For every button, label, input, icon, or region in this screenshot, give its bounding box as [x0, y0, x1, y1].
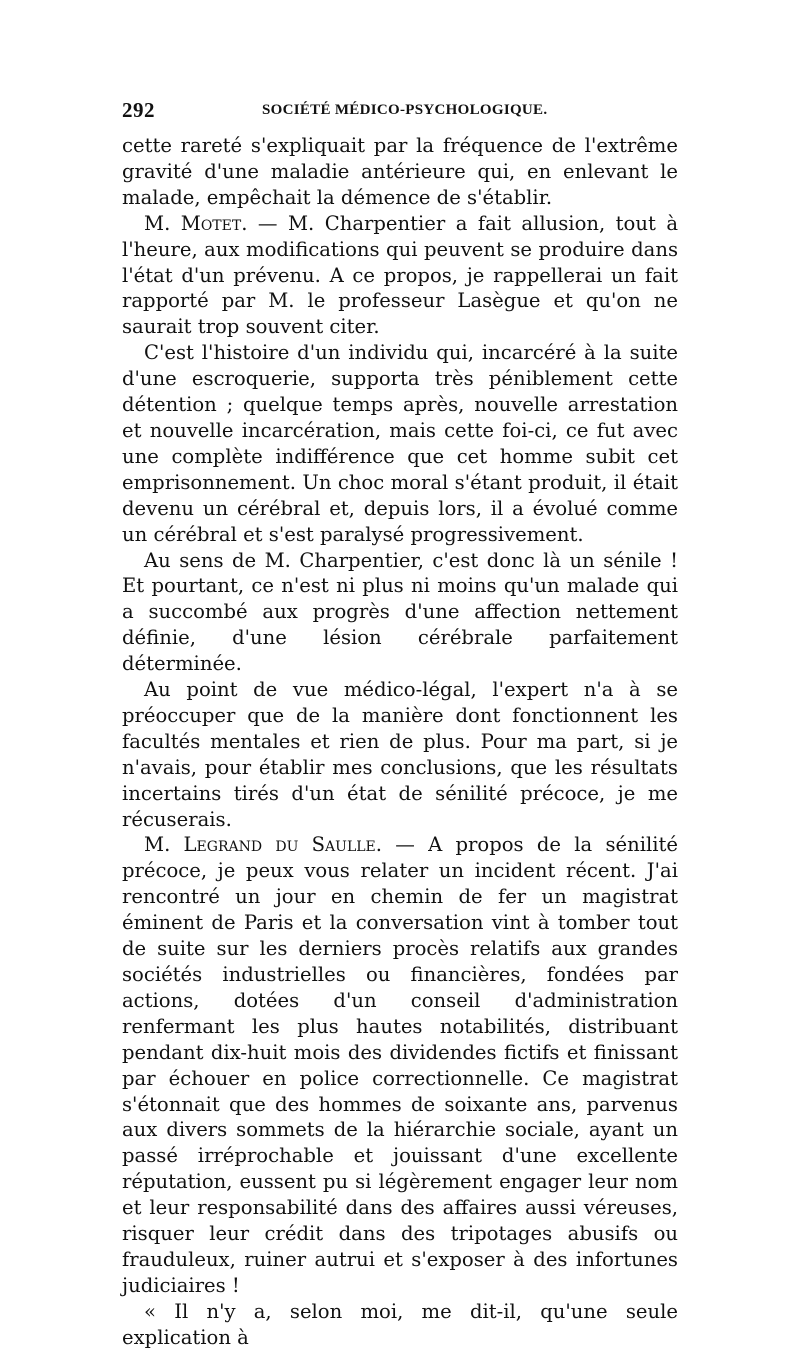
paragraph-quote: « Il n'y a, selon moi, me dit-il, qu'une seule explication à — [122, 1299, 678, 1349]
paragraph-legrand — [122, 832, 678, 1298]
paragraph-histoire: C'est l'histoire d'un individu qui, incarcéré à la suite d'une escroquerie, supporta très péniblement cette détention ; quelque temps après, nouvelle arrestation et nouvelle incarcération, mais cette foi-ci, ce fut avec une complète indifférence que cet homme subit cet emprisonnement. Un choc moral s'étant produit, il était devenu un cérébral et, depuis lors, il a évolué comme un cérébral et s'est paralysé progressivement. — [122, 341, 678, 546]
paragraph-continuation: cette rareté s'expliquait par la fréquence de l'extrême gravité d'une maladie antérieure qui, en enlevant le malade, empêchait la démence de s'établir. — [122, 134, 678, 209]
speaker-legrand-du-saulle: M. Legrand du Saulle. — [144, 833, 382, 857]
paragraph-senile: Au sens de M. Charpentier, c'est donc là un sénile ! Et pourtant, ce n'est ni plus ni moins qu'un malade qui a succombé aux progrès d'une affection nettement définie, d'une lésion cérébrale parfaitement déterminée. — [122, 548, 678, 676]
body-text — [122, 133, 678, 1351]
page-header — [122, 98, 678, 128]
page-number: 292 — [122, 98, 155, 122]
paragraph-motet-text: — M. Charpentier a fait allusion, tout à l'heure, aux modifications qui peuvent se produire dans l'état d'un prévenu. A ce propos, je rappellerai un fait rapporté par M. le professeur Lasègue et qu'on ne saurait trop souvent citer. — [122, 211, 678, 339]
paragraph-motet — [122, 211, 678, 341]
speaker-motet: M. Motet. — [144, 211, 248, 235]
paragraph-medico-legal: Au point de vue médico-légal, l'expert n'a à se préoccuper que de la manière dont fonctionnent les facultés mentales et rien de plus. Pour ma part, si je n'avais, pour établir mes conclusions, que les résultats incertains tirés d'un état de sénilité précoce, je me récuserais. — [122, 678, 678, 831]
running-head: SOCIÉTÉ MÉDICO-PSYCHOLOGIQUE. — [262, 102, 548, 118]
paragraph-legrand-text: — A propos de la sénilité précoce, je peux vous relater un incident récent. J'ai rencontré un jour en chemin de fer un magistrat éminent de Paris et la conversation vint à tomber tout de suite sur les derniers procès relatifs aux grandes sociétés industrielles ou financières, fondées par actions, dotées d'un conseil d'administration renfermant les plus hautes notabilités, distribuant pendant dix-huit mois des dividendes fictifs et finissant par échouer en police correctionnelle. Ce magistrat s'étonnait que des hommes de soixante ans, parvenus aux divers sommets de la hiérarchie sociale, ayant un passé irréprochable et jouissant d'une excellente réputation, eussent pu si légèrement engager leur nom et leur responsabilité dans des affaires aussi véreuses, risquer leur crédit dans des tripotages abusifs ou frauduleux, ruiner autrui et s'exposer à des infortunes judiciaires ! — [122, 833, 678, 1297]
